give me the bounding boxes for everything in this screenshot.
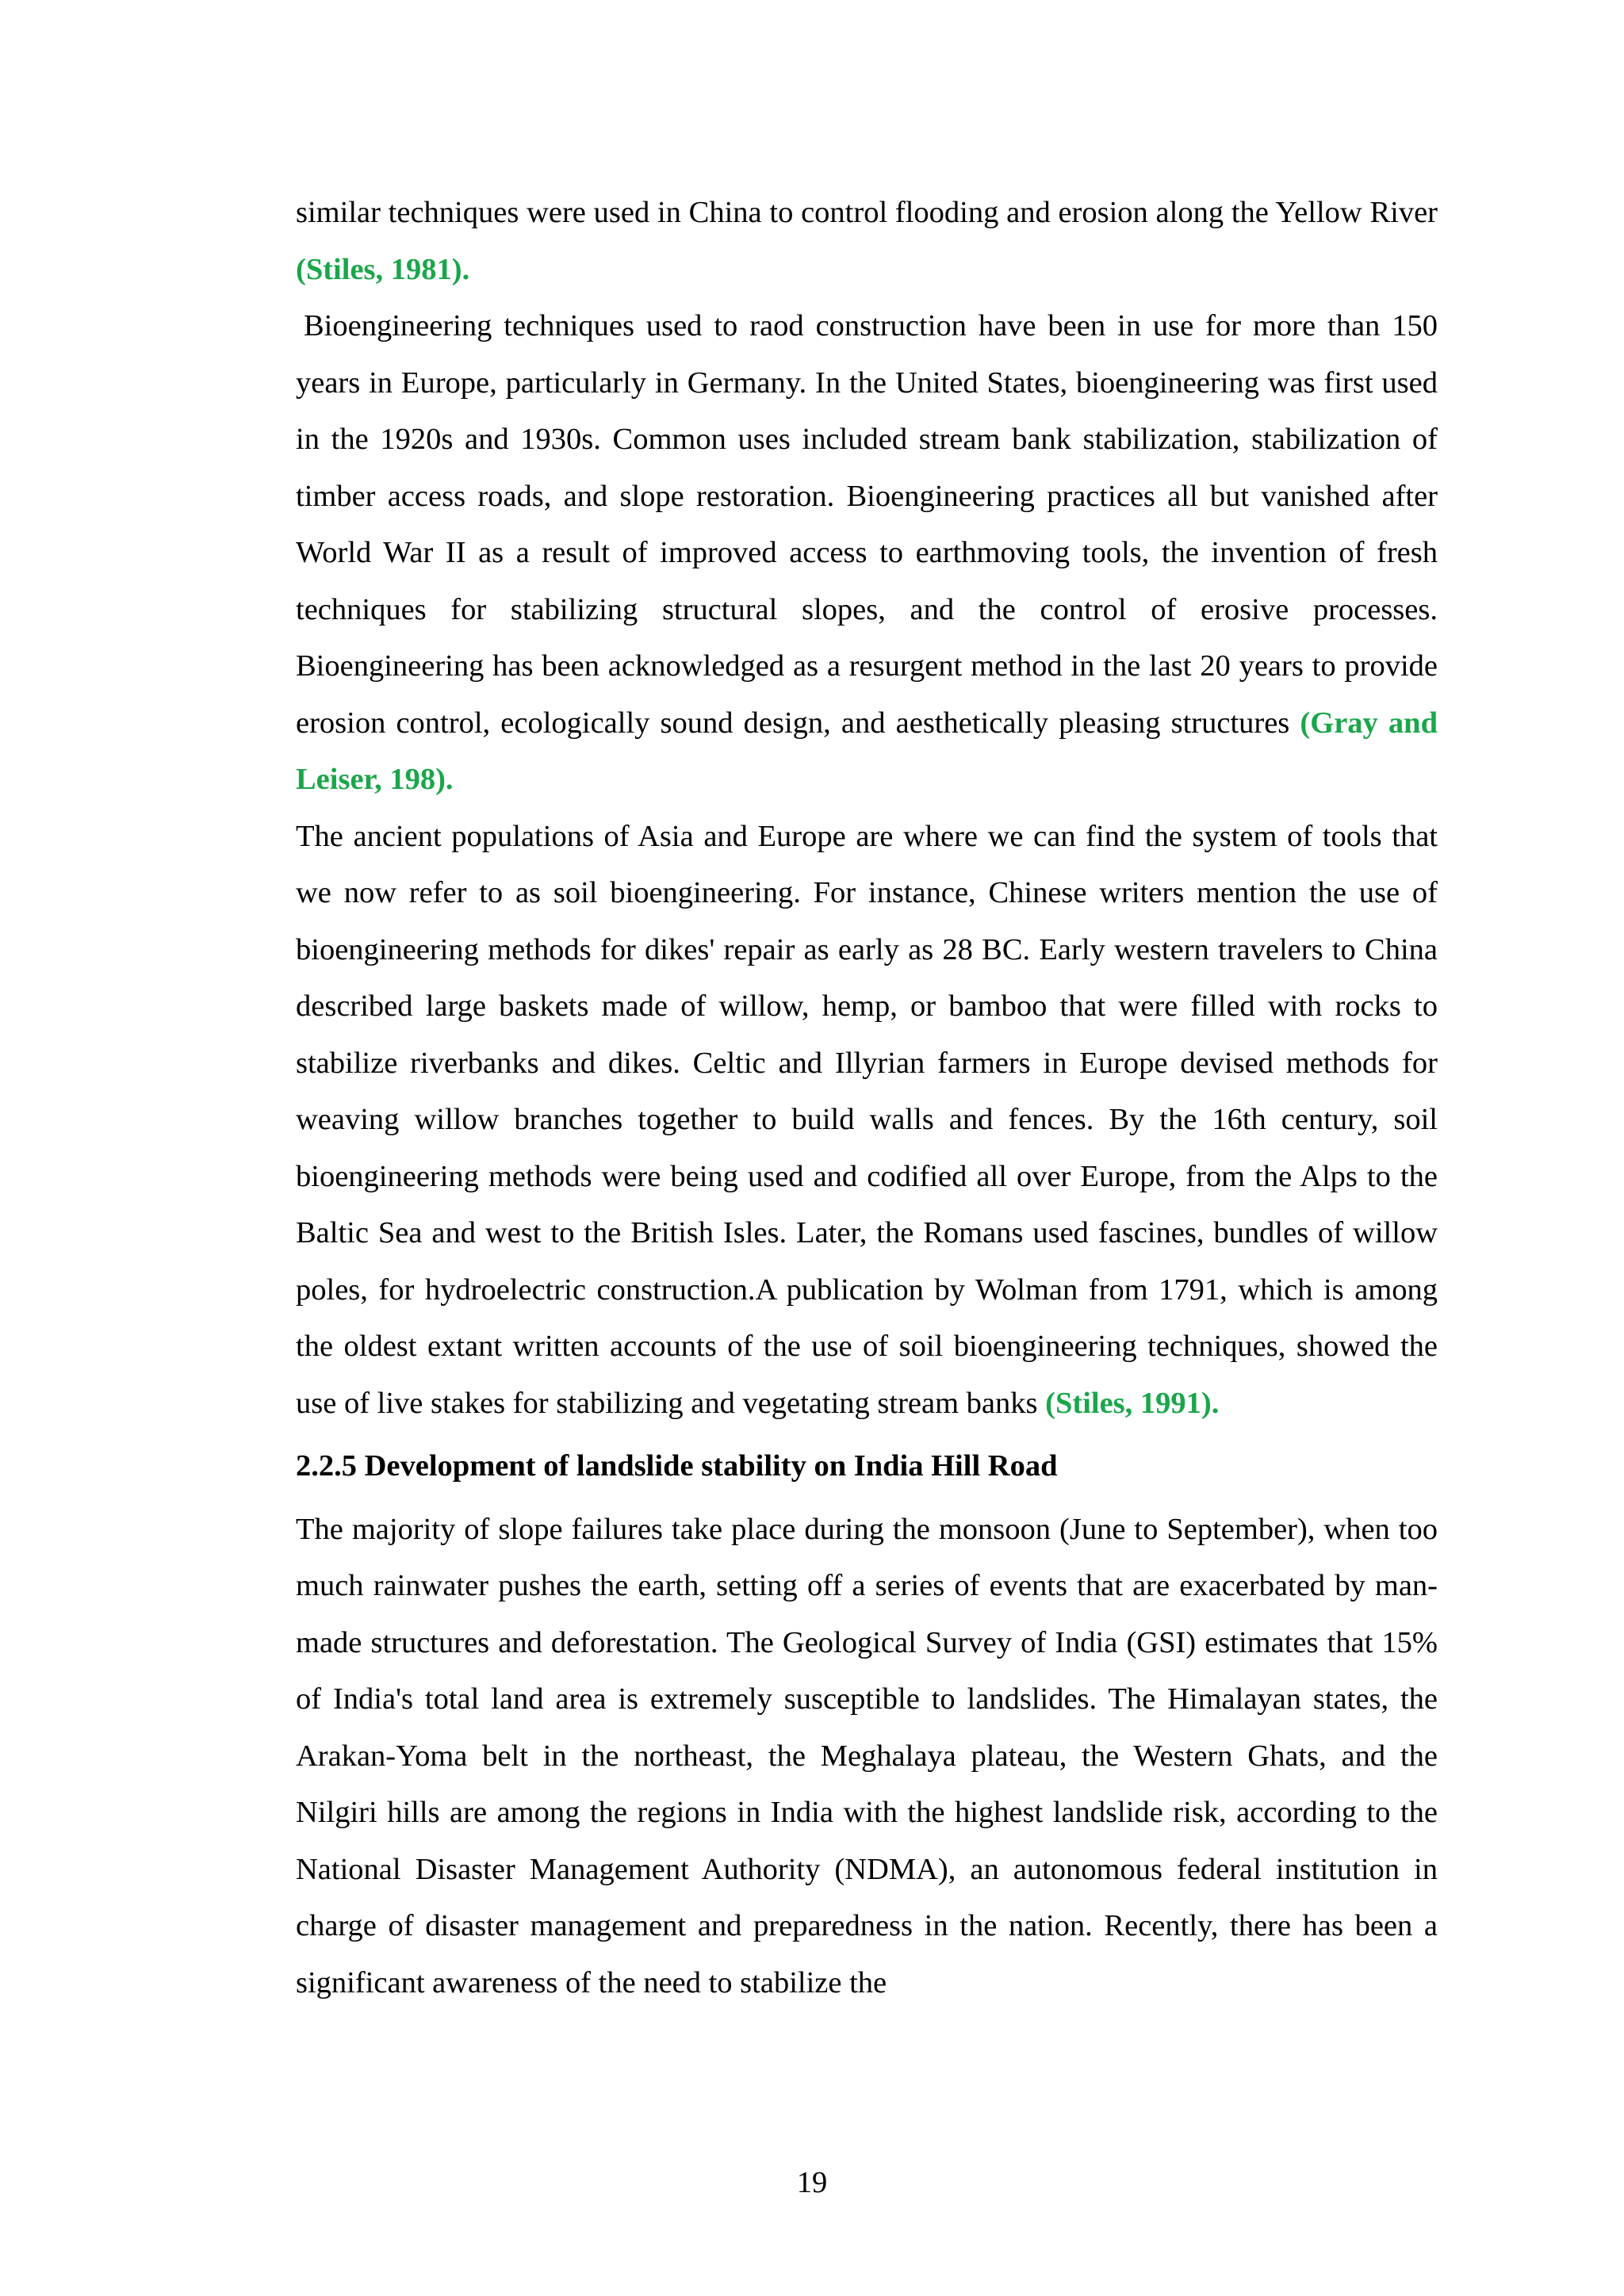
section-heading: 2.2.5 Development of landslide stability on India Hill Road [296,1449,1058,1483]
document-page [296,185,1438,2011]
citation-stiles-1981: (Stiles, 1981). [296,252,470,286]
paragraph-text: similar techniques were used in China to control flooding and erosion along the Yellow River [296,196,1438,229]
paragraph-ancient-populations [296,809,1438,1433]
citation-gray-leiser: (Gray and Leiser, 198). [296,706,1438,796]
citation-stiles-1991: (Stiles, 1991). [1045,1386,1220,1420]
page-number: 19 [796,2166,828,2199]
paragraph-bioengineering-history [296,298,1438,809]
paragraph-yellow-river [296,185,1438,298]
paragraph-text: Bioengineering techniques used to raod construction have been in use for more than 150 years in Europe, particularly in Germany. In the United States, bioengineering was first used in the 1920s and 1930s. Common uses included stream bank stabilization, stabilization of timber access roads, and slope restoration. Bioengineering practices all but vanished after World War II as a result of improved access to earthmoving tools, the invention of fresh techniques for stabilizing structural slopes, and the control of erosive processes. Bioengineering has been acknowledged as a resurgent method in the last 20 years to provide erosion control, ecologically sound design, and aesthetically pleasing structures [296,309,1438,740]
paragraph-slope-failures: The majority of slope failures take place during the monsoon (June to September), when too much rainwater pushes the earth, setting off a series of events that are exacerbated by man-made structures and deforestation. The Geological Survey of India (GSI) estimates that 15% of India's total land area is extremely susceptible to landslides. The Himalayan states, the Arakan-Yoma belt in the northeast, the Meghalaya plateau, the Western Ghats, and the Nilgiri hills are among the regions in India with the highest landslide risk, according to the National Disaster Management Authority (NDMA), an autonomous federal institution in charge of disaster management and preparedness in the nation. Recently, there has been a significant awareness of the need to stabilize the [296,1512,1438,1999]
paragraph-text: The ancient populations of Asia and Europe are where we can find the system of tools that we now refer to as soil bioengineering. For instance, Chinese writers mention the use of bioengineering methods for dikes' repair as early as 28 BC. Early western travelers to China described large baskets made of willow, hemp, or bamboo that were filled with rocks to stabilize riverbanks and dikes. Celtic and Illyrian farmers in Europe devised methods for weaving willow branches together to build walls and fences. By the 16th century, soil bioengineering methods were being used and codified all over Europe, from the Alps to the Baltic Sea and west to the British Isles. Later, the Romans used fascines, bundles of willow poles, for hydroelectric construction.A publication by Wolman from 1791, which is among the oldest extant written accounts of the use of soil bioengineering techniques, showed the use of live stakes for stabilizing and vegetating stream banks [296,819,1438,1420]
